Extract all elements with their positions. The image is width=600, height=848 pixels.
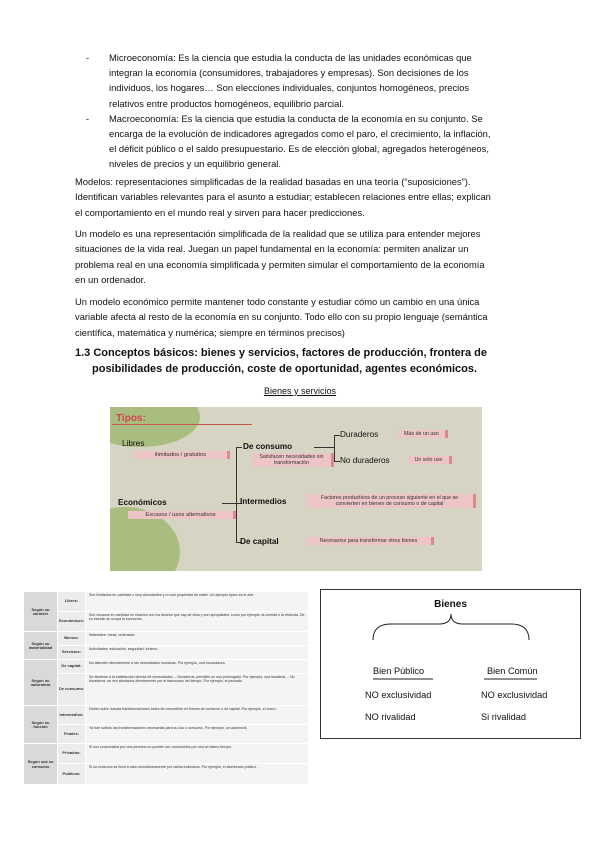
- pill-de-capital: Necesarios para transformar otros bienes: [306, 537, 434, 545]
- section-heading: [75, 345, 515, 377]
- table-row: [24, 725, 308, 744]
- bullet-microeconomia: [86, 50, 526, 111]
- table-type-cell: Intermedios:: [58, 706, 85, 724]
- table-desc-cell: Si son consumidos por una persona no pueden ser consumidos por otra al mismo tiempo.: [86, 744, 308, 763]
- text-line: individuos, los hogares… Son elecciones individuales, conjuntos homogéneos, precios: [109, 82, 470, 94]
- label-de-capital: De capital: [240, 537, 279, 546]
- bienes-diagram: [320, 589, 581, 739]
- text-line: Un modelo es una representación simplificada de la realidad que se utiliza para entender mejores: [75, 228, 481, 239]
- paragraph-modelo-economico: [75, 294, 535, 340]
- connector-line: [314, 447, 334, 448]
- paragraph-modelos: [75, 174, 535, 220]
- table-row: [24, 592, 308, 616]
- text-line: el déficit público o el saldo presupuestario. Es de elección global, agregados heterogéneos,: [109, 143, 489, 155]
- paragraph-modelo-representacion: [75, 226, 535, 288]
- connector-line: [236, 447, 237, 543]
- definition-list: [86, 50, 526, 172]
- table-desc-cell: Ya han sufrido las transformaciones necesarias para su uso o consumo. Por ejemplo, un automóvil.: [86, 725, 308, 743]
- label-economicos: Económicos: [118, 498, 167, 507]
- table-desc-cell: Son ilimitados en cantidad o muy abundantes y no son propiedad de nadie. Un ejemplo típico es el aire.: [86, 592, 308, 611]
- table-type-cell: Bienes:: [58, 632, 85, 645]
- pill-duraderos: Más de un uso: [398, 430, 448, 438]
- table-type-cell: Finales:: [58, 725, 85, 743]
- section-heading-line2: posibilidades de producción, coste de oportunidad, agentes económicos.: [92, 363, 478, 375]
- text-line: Identifican variables relevantes para el asunto a estudiar; establecen relaciones entre ellas; explican: [75, 191, 491, 203]
- text-line: relativos entre productos homogéneos, equilibrio parcial.: [109, 97, 345, 109]
- pill-intermedios: Factores productivos de un proceso siguiente en el que se convierten en bienes de consumo o de capital: [306, 494, 476, 508]
- bien-publico-rivalidad: NO rivalidad: [365, 712, 416, 722]
- table-row: [24, 646, 308, 660]
- subsection-title: Bienes y servicios: [263, 386, 337, 396]
- text-line: integran la economía (consumidores, trabajadores y empresas). Son decisiones de los: [109, 67, 469, 79]
- bullet-dash: -: [86, 112, 90, 124]
- table-type-cell: De capital:: [58, 660, 85, 673]
- connector-line: [236, 447, 242, 448]
- bienes-classification-table: [24, 592, 308, 786]
- text-line: variable afecta al resto de la economía en su conjunto. Todo ello con su propio lenguaje (semántica: [75, 311, 488, 323]
- bienes-title: Bienes: [434, 599, 467, 610]
- table-desc-cell: Actividades: educación, seguridad, turismo.: [86, 646, 308, 659]
- label-libres: Libres: [122, 439, 145, 448]
- tipos-diagram-image: [110, 407, 482, 571]
- bullet-dash: -: [86, 52, 90, 63]
- text-line: niveles de precios y un equilibrio general.: [109, 158, 281, 170]
- table-group-cell: Según su naturaleza: [24, 660, 57, 706]
- table-desc-cell: Se destinan a la satisfacción directa de necesidades. – Duraderos: permiten un uso prolongado. Por ejemplo, una lavadora. – No duraderos: se ven afectados directamente por el transcurso del tiempo. Por ejemplo, el pescado.: [86, 674, 308, 705]
- text-line: Microeconomía: Es la ciencia que estudia la conducta de las unidades económicas que: [109, 52, 472, 63]
- label-duraderos: Duraderos: [340, 430, 379, 439]
- text-line: científica, matemática y numérica; siempre en términos precisos): [75, 326, 345, 338]
- tipos-title: Tipos:: [116, 413, 146, 424]
- text-line: Macroeconomía: Es la ciencia que estudia la conducta de la economía en su conjunto. Se: [109, 112, 483, 124]
- text-line: problema real en una economía simplificada y permiten simular el comportamiento de la economía: [75, 258, 485, 270]
- table-desc-cell: Materiales: mesa, ordenador.: [86, 632, 308, 645]
- text-line: Un modelo económico permite mantener todo constante y estudiar cómo un cambio en una única: [75, 296, 480, 307]
- section-heading-line1: 1.3 Conceptos básicos: bienes y servicios, factores de producción, frontera de: [75, 347, 488, 359]
- table-desc-cell: Son escasos en cantidad en relación con los deseos que hay de ellos y son apropiables, como por ejemplo, la comida o la vivienda. De su estudio se ocupa la economía.: [86, 612, 308, 631]
- table-row: [24, 674, 308, 706]
- connector-line: [334, 435, 335, 461]
- table-group-cell: Según su carácter: [24, 592, 57, 632]
- table-type-cell: Públicos:: [58, 764, 85, 784]
- text-line: el comportamiento en el mundo real y sirven para hacer predicciones.: [75, 206, 365, 218]
- pill-economicos: Escasos / usos alternativos: [128, 511, 236, 519]
- bien-comun-exclusividad: NO exclusividad: [481, 690, 548, 700]
- label-de-consumo: De consumo: [243, 442, 293, 451]
- bien-comun-title: Bien Común: [487, 666, 538, 676]
- text-line: situaciones de la vida real. Juegan un papel fundamental en la economía: permiten analizar un: [75, 243, 469, 255]
- table-desc-cell: No atienden directamente a las necesidades humanas. Por ejemplo, una excavadora.: [86, 660, 308, 673]
- bien-publico-title: Bien Público: [373, 666, 425, 676]
- bienes-brace: [321, 590, 580, 738]
- connector-line: [222, 503, 236, 504]
- pill-de-consumo: Satisfacen necesidades sin transformación: [252, 453, 334, 467]
- table-type-cell: Servicios:: [58, 646, 85, 659]
- table-desc-cell: Deben sufrir nuevas transformaciones antes de convertirse en bienes de consumo o de capital. Por ejemplo, el cuero.: [86, 706, 308, 724]
- table-type-cell: De consumo:: [58, 674, 85, 705]
- label-no-duraderos: No duraderos: [340, 456, 390, 465]
- bullet-macroeconomia: [86, 111, 526, 172]
- table-row: [24, 612, 308, 632]
- pill-no-duraderos: Un solo uso: [408, 456, 452, 464]
- pill-libres: ilimitados / gratuitos: [134, 451, 230, 459]
- table-desc-cell: Si su consumo se lleva a cabo simultáneamente por varios individuos. Por ejemplo, el alumbrado público.: [86, 764, 308, 784]
- table-group-cell: Según sea su consumo: [24, 744, 57, 785]
- table-group-cell: Según su función: [24, 706, 57, 744]
- table-group-cell: Según su materialidad: [24, 632, 57, 660]
- bien-comun-rivalidad: Si rivalidad: [481, 712, 526, 722]
- label-intermedios: Intermedios: [240, 497, 287, 506]
- text-line: Modelos: representaciones simplificadas de la realidad basadas en una teoría (“suposiciones”).: [75, 176, 471, 187]
- table-type-cell: Libres:: [58, 592, 85, 611]
- bien-publico-exclusividad: NO exclusividad: [365, 690, 432, 700]
- table-type-cell: Privados:: [58, 744, 85, 763]
- brace-path: [373, 614, 529, 640]
- text-line: en un ordenador.: [75, 274, 146, 286]
- table-type-cell: Económicos:: [58, 612, 85, 631]
- text-line: encarga de la evolución de indicadores agregados como el paro, el crecimiento, la inflación,: [109, 128, 491, 140]
- title-underline: [112, 424, 252, 425]
- table-row: [24, 764, 308, 785]
